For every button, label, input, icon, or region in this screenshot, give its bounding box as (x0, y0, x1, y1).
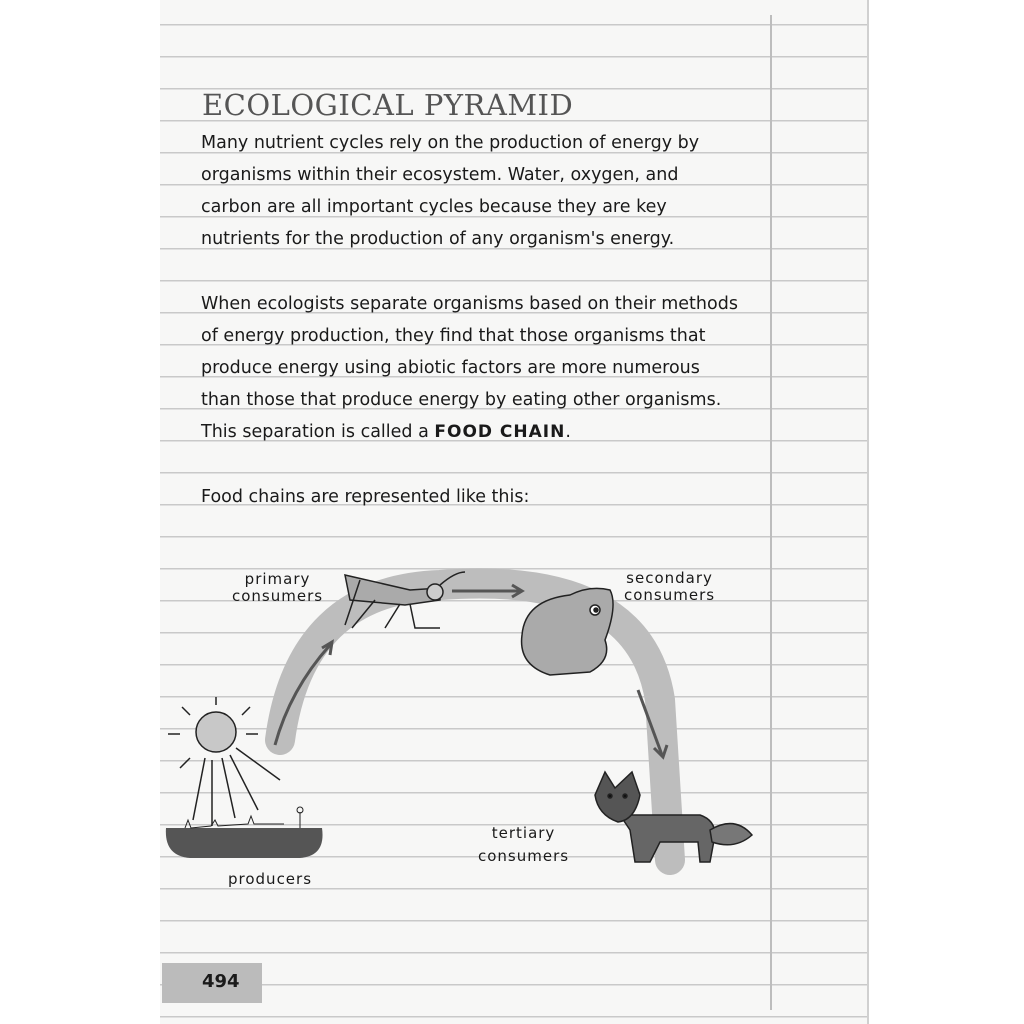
paragraph-1-line: carbon are all important cycles because they are key (201, 197, 667, 217)
label-line: tertiary (491, 824, 556, 842)
ground-icon (166, 807, 323, 858)
label-tertiary-consumers (478, 822, 569, 868)
page-title: ECOLOGICAL PYRAMID (202, 88, 574, 122)
text: This separation is called a (201, 422, 435, 442)
paragraph-2-line: than those that produce energy by eating other organisms. (201, 390, 722, 410)
label-line: secondary (626, 569, 713, 587)
label-producers: producers (228, 870, 313, 888)
label-line: primary (244, 570, 311, 588)
label-line: consumers (478, 847, 570, 865)
text: . (565, 422, 571, 442)
page-number: 494 (202, 971, 240, 992)
label-primary-consumers (232, 571, 323, 605)
paragraph-2-line: produce energy using abiotic factors are more numerous (201, 358, 700, 378)
food-chain-term: FOOD CHAIN (434, 422, 566, 442)
label-line: consumers (624, 586, 716, 604)
page-number-tab (162, 963, 262, 1003)
intro-line: Food chains are represented like this: (201, 487, 530, 507)
paragraph-2-line: of energy production, they find that those organisms that (201, 326, 706, 346)
paragraph-1-line: nutrients for the production of any organism's energy. (201, 229, 675, 249)
label-line: consumers (232, 587, 324, 605)
sun-icon (168, 697, 280, 826)
label-secondary-consumers (624, 570, 715, 604)
paragraph-2-line: When ecologists separate organisms based on their methods (201, 294, 738, 314)
paragraph-1-line: organisms within their ecosystem. Water, oxygen, and (201, 165, 679, 185)
paragraph-1-line: Many nutrient cycles rely on the production of energy by (201, 133, 700, 153)
